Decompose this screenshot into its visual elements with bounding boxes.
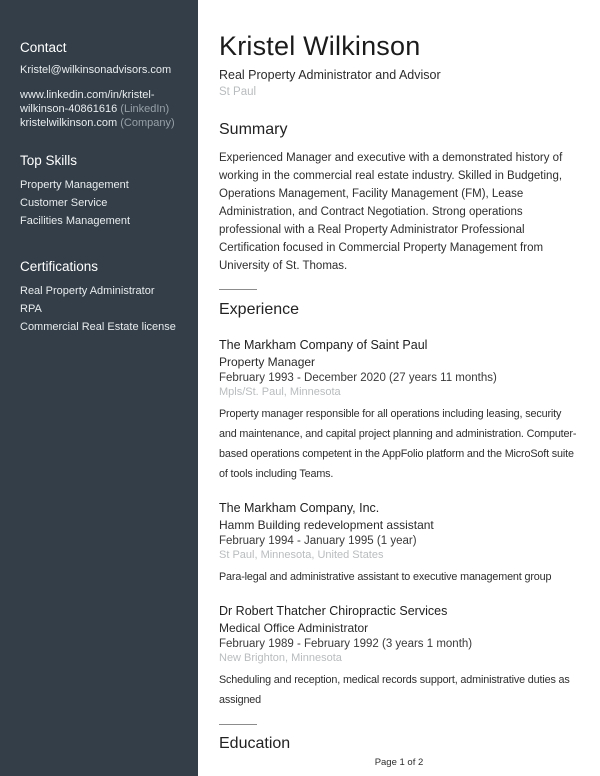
experience-heading: Experience (219, 301, 300, 318)
company-website-link[interactable]: kristelwilkinson.com (20, 116, 118, 129)
job-title: Hamm Building redevelopment assistant (219, 518, 434, 532)
job-company: The Markham Company, Inc. (219, 501, 380, 515)
certification-item: Real Property Administrator RPA (20, 284, 155, 315)
skill-item: Property Management (20, 178, 129, 191)
job-title: Property Manager (219, 355, 316, 369)
job-location: Mpls/St. Paul, Minnesota (219, 386, 341, 398)
job-description: Para-legal and administrative assistant to executive management group (219, 571, 552, 583)
sidebar (0, 0, 198, 776)
job-location: New Brighton, Minnesota (219, 652, 342, 664)
job-description: Property manager responsible for all operations including leasing, security and maintenance, and capital project planning and administration. Computer-based operations competent in the AppFolio platform and the MicroSoft suite of tools including Teams. (219, 408, 577, 480)
job-title: Medical Office Administrator (219, 621, 369, 635)
skill-item: Customer Service (20, 196, 108, 209)
job-dates: February 1989 - February 1992 (3 years 1 month) (219, 638, 473, 650)
person-location: St Paul (219, 86, 257, 98)
experience-entry (219, 500, 581, 587)
summary-text: Experienced Manager and executive with a demonstrated history of working in the commercial real estate industry. Skilled in Budgeting, Operations Management, Facility Management (FM), Lease Administration, and Contract Negotiation. Strong operations professional with a Real Property Administrator Professional Certification focused in Commercial Property Management from University of St. Thomas. (219, 152, 563, 272)
experience-entry (219, 603, 581, 710)
main-content (198, 0, 600, 776)
contact-email-link[interactable]: Kristel@wilkinsonadvisors.com (20, 64, 172, 76)
summary-heading: Summary (219, 121, 288, 138)
certifications-heading: Certifications (20, 258, 99, 274)
job-company: The Markham Company of Saint Paul (219, 338, 428, 352)
job-company: Dr Robert Thatcher Chiropractic Services (219, 604, 448, 618)
job-dates: February 1993 - December 2020 (27 years 11 months) (219, 372, 497, 384)
certifications-list (20, 282, 178, 336)
person-headline: Real Property Administrator and Advisor (219, 68, 441, 82)
top-skills-list (20, 176, 178, 230)
top-skills-section (20, 152, 178, 230)
certifications-section (20, 258, 178, 336)
job-location: St Paul, Minnesota, United States (219, 549, 384, 561)
job-description: Scheduling and reception, medical records support, administrative duties as assigned (219, 674, 570, 706)
job-dates: February 1994 - January 1995 (1 year) (219, 535, 417, 547)
skill-item: Facilities Management (20, 214, 131, 227)
linkedin-profile-link[interactable]: www.linkedin.com/in/kristel-wilkinson-40861616 (20, 88, 155, 115)
education-heading: Education (219, 735, 291, 752)
section-divider (219, 289, 257, 290)
certification-item: Commercial Real Estate license (20, 320, 176, 333)
experience-entry (219, 337, 581, 484)
contact-links (20, 88, 178, 130)
person-name: Kristel Wilkinson (219, 31, 421, 61)
section-divider (219, 724, 257, 725)
linkedin-link-suffix: (LinkedIn) (117, 102, 170, 115)
contact-heading: Contact (20, 40, 67, 55)
contact-section (20, 40, 178, 130)
page-indicator: Page 1 of 2 (374, 757, 424, 768)
top-skills-heading: Top Skills (20, 152, 78, 168)
company-link-suffix: (Company) (117, 116, 175, 129)
